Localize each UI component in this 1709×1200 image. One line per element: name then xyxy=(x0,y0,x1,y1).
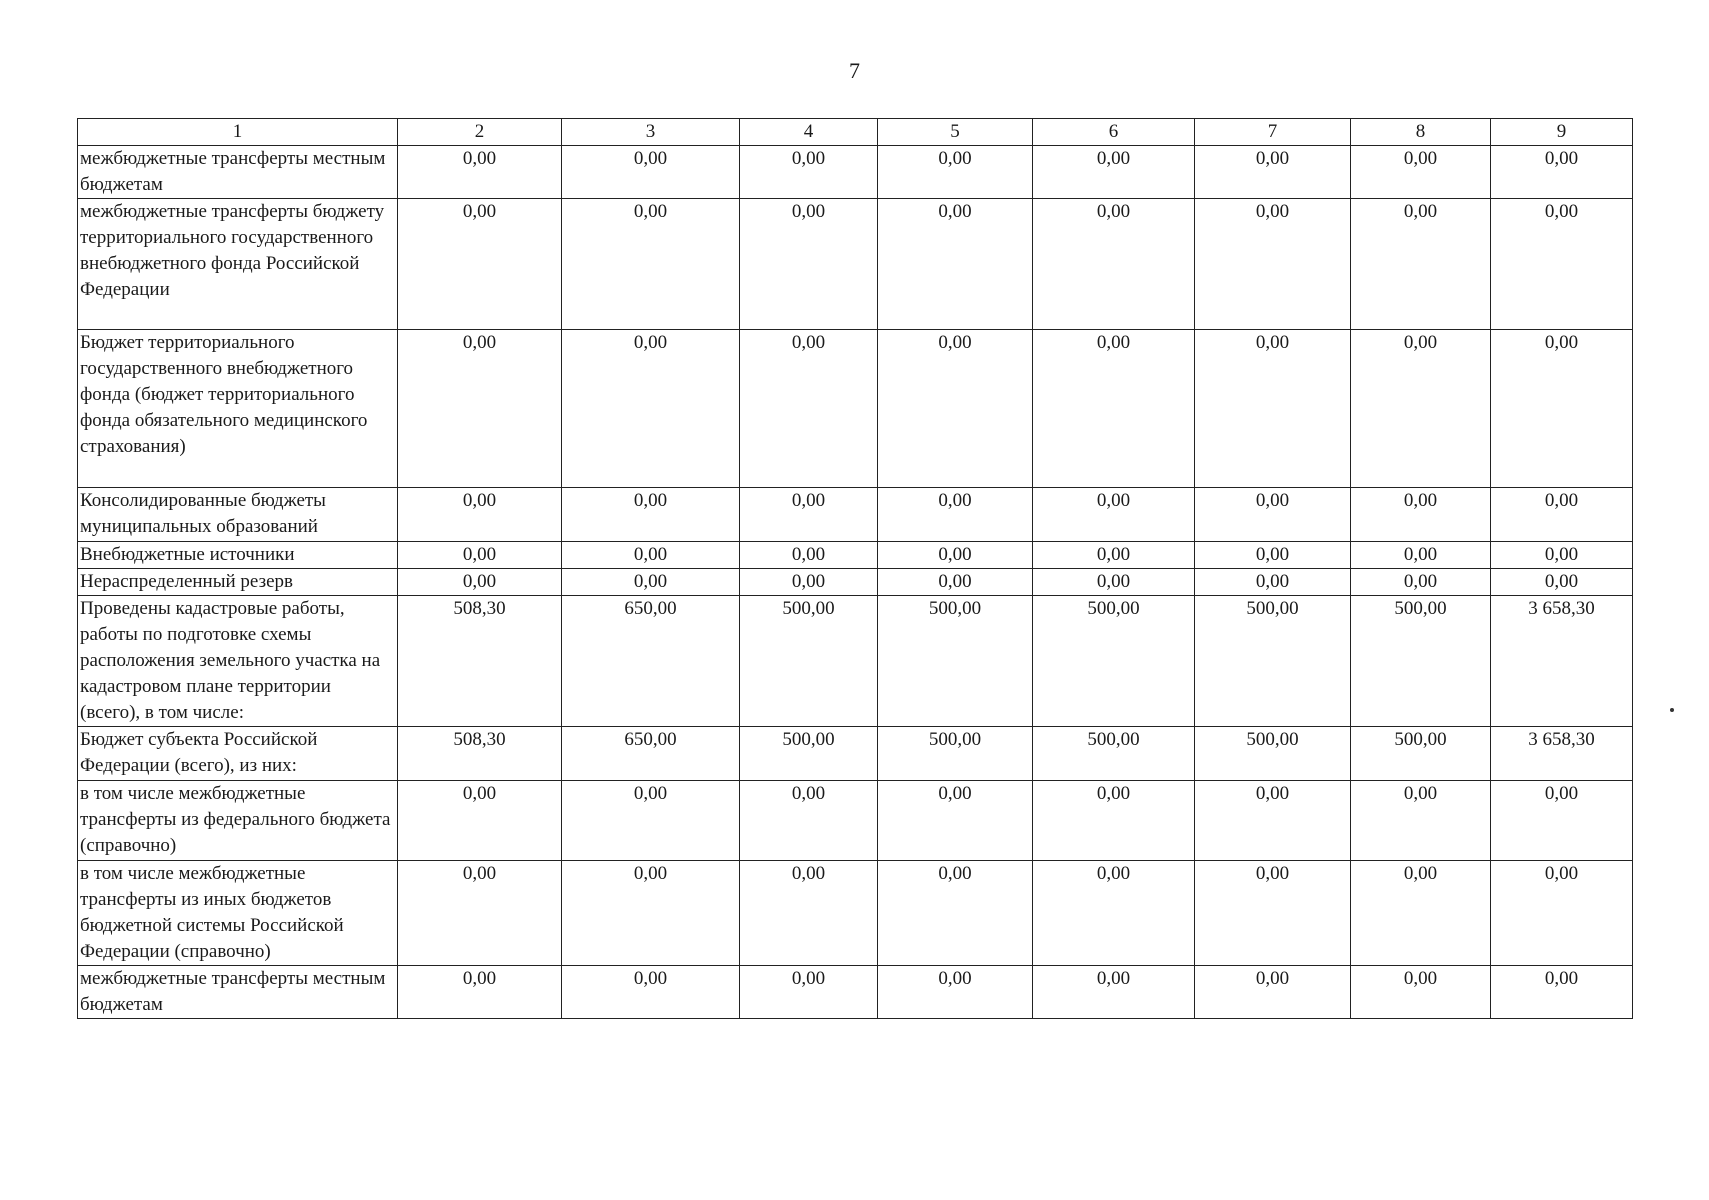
value-cell: 0,00 xyxy=(740,488,878,542)
value-cell: 0,00 xyxy=(878,542,1033,569)
value-cell: 0,00 xyxy=(1195,199,1351,330)
value-cell: 0,00 xyxy=(1491,966,1633,1019)
value-cell: 0,00 xyxy=(740,542,878,569)
row-label: межбюджетные трансферты местным бюджетам xyxy=(78,146,398,199)
value-cell: 0,00 xyxy=(562,488,740,542)
value-cell: 0,00 xyxy=(1351,861,1491,966)
value-cell: 0,00 xyxy=(1195,861,1351,966)
value-cell: 0,00 xyxy=(562,330,740,488)
value-cell: 0,00 xyxy=(740,966,878,1019)
value-cell: 0,00 xyxy=(1351,199,1491,330)
value-cell: 0,00 xyxy=(1491,542,1633,569)
value-cell: 0,00 xyxy=(740,861,878,966)
value-cell: 0,00 xyxy=(878,330,1033,488)
budget-table xyxy=(77,118,1633,1019)
value-cell: 0,00 xyxy=(1033,966,1195,1019)
value-cell: 0,00 xyxy=(562,542,740,569)
column-header: 2 xyxy=(398,119,562,146)
value-cell: 0,00 xyxy=(878,966,1033,1019)
table-row xyxy=(78,488,1633,542)
row-label: Проведены кадастровые работы, работы по подготовке схемы расположения земельного участка на кадастровом плане территории (всего), в том числе: xyxy=(78,596,398,727)
value-cell: 0,00 xyxy=(1351,781,1491,861)
value-cell: 0,00 xyxy=(1351,542,1491,569)
row-label: в том числе межбюджетные трансферты из иных бюджетов бюджетной системы Российской Федерации (справочно) xyxy=(78,861,398,966)
column-number-row xyxy=(78,119,1633,146)
value-cell: 0,00 xyxy=(398,861,562,966)
column-header: 9 xyxy=(1491,119,1633,146)
table-row xyxy=(78,330,1633,488)
value-cell: 0,00 xyxy=(1351,569,1491,596)
value-cell: 0,00 xyxy=(398,542,562,569)
value-cell: 0,00 xyxy=(398,330,562,488)
value-cell: 0,00 xyxy=(1351,966,1491,1019)
value-cell: 0,00 xyxy=(1491,199,1633,330)
value-cell: 3 658,30 xyxy=(1491,596,1633,727)
value-cell: 0,00 xyxy=(1033,330,1195,488)
value-cell: 0,00 xyxy=(398,966,562,1019)
value-cell: 500,00 xyxy=(1195,727,1351,781)
value-cell: 0,00 xyxy=(740,199,878,330)
row-label: Внебюджетные источники xyxy=(78,542,398,569)
row-label: Бюджет субъекта Российской Федерации (всего), из них: xyxy=(78,727,398,781)
column-header: 1 xyxy=(78,119,398,146)
table-row xyxy=(78,569,1633,596)
value-cell: 500,00 xyxy=(1033,596,1195,727)
value-cell: 500,00 xyxy=(740,596,878,727)
value-cell: 0,00 xyxy=(562,199,740,330)
row-label: в том числе межбюджетные трансферты из федерального бюджета (справочно) xyxy=(78,781,398,861)
value-cell: 0,00 xyxy=(740,146,878,199)
value-cell: 0,00 xyxy=(740,330,878,488)
value-cell: 0,00 xyxy=(1491,781,1633,861)
table-row xyxy=(78,542,1633,569)
value-cell: 508,30 xyxy=(398,727,562,781)
value-cell: 500,00 xyxy=(1351,596,1491,727)
value-cell: 0,00 xyxy=(1491,488,1633,542)
value-cell: 0,00 xyxy=(878,488,1033,542)
value-cell: 0,00 xyxy=(1195,569,1351,596)
table-row xyxy=(78,146,1633,199)
value-cell: 0,00 xyxy=(562,861,740,966)
column-header: 7 xyxy=(1195,119,1351,146)
column-header: 4 xyxy=(740,119,878,146)
value-cell: 0,00 xyxy=(1491,569,1633,596)
value-cell: 0,00 xyxy=(1195,146,1351,199)
value-cell: 500,00 xyxy=(1195,596,1351,727)
value-cell: 0,00 xyxy=(878,199,1033,330)
value-cell: 500,00 xyxy=(1351,727,1491,781)
value-cell: 0,00 xyxy=(1033,542,1195,569)
page-number: 7 xyxy=(849,58,860,83)
value-cell: 0,00 xyxy=(878,569,1033,596)
value-cell: 0,00 xyxy=(562,146,740,199)
value-cell: 3 658,30 xyxy=(1491,727,1633,781)
value-cell: 500,00 xyxy=(1033,727,1195,781)
table-row xyxy=(78,727,1633,781)
value-cell: 0,00 xyxy=(562,781,740,861)
value-cell: 0,00 xyxy=(1351,146,1491,199)
value-cell: 0,00 xyxy=(1195,488,1351,542)
value-cell: 0,00 xyxy=(1033,199,1195,330)
row-label: Нераспределенный резерв xyxy=(78,569,398,596)
value-cell: 0,00 xyxy=(1491,330,1633,488)
value-cell: 0,00 xyxy=(398,781,562,861)
value-cell: 0,00 xyxy=(398,146,562,199)
value-cell: 0,00 xyxy=(1491,861,1633,966)
value-cell: 0,00 xyxy=(1195,781,1351,861)
value-cell: 0,00 xyxy=(878,146,1033,199)
value-cell: 0,00 xyxy=(1195,542,1351,569)
scan-speck xyxy=(1670,708,1674,712)
value-cell: 508,30 xyxy=(398,596,562,727)
row-label: Бюджет территориального государственного внебюджетного фонда (бюджет территориального фонда обязательного медицинского страхования) xyxy=(78,330,398,488)
row-label: межбюджетные трансферты местным бюджетам xyxy=(78,966,398,1019)
value-cell: 500,00 xyxy=(878,727,1033,781)
value-cell: 0,00 xyxy=(1195,966,1351,1019)
value-cell: 0,00 xyxy=(562,569,740,596)
value-cell: 0,00 xyxy=(740,569,878,596)
table-row xyxy=(78,861,1633,966)
value-cell: 0,00 xyxy=(562,966,740,1019)
value-cell: 0,00 xyxy=(398,569,562,596)
value-cell: 650,00 xyxy=(562,727,740,781)
column-header: 6 xyxy=(1033,119,1195,146)
row-label: Консолидированные бюджеты муниципальных образований xyxy=(78,488,398,542)
value-cell: 0,00 xyxy=(1033,569,1195,596)
table-row xyxy=(78,199,1633,330)
value-cell: 0,00 xyxy=(398,199,562,330)
value-cell: 500,00 xyxy=(878,596,1033,727)
row-label: межбюджетные трансферты бюджету территориального государственного внебюджетного фонда Российской Федерации xyxy=(78,199,398,330)
table-row xyxy=(78,781,1633,861)
column-header: 8 xyxy=(1351,119,1491,146)
value-cell: 0,00 xyxy=(1351,488,1491,542)
value-cell: 650,00 xyxy=(562,596,740,727)
value-cell: 0,00 xyxy=(1351,330,1491,488)
value-cell: 0,00 xyxy=(740,781,878,861)
table-row xyxy=(78,596,1633,727)
column-header: 3 xyxy=(562,119,740,146)
value-cell: 0,00 xyxy=(1033,488,1195,542)
value-cell: 0,00 xyxy=(1491,146,1633,199)
value-cell: 0,00 xyxy=(878,861,1033,966)
value-cell: 0,00 xyxy=(1195,330,1351,488)
value-cell: 0,00 xyxy=(1033,861,1195,966)
value-cell: 0,00 xyxy=(878,781,1033,861)
value-cell: 0,00 xyxy=(1033,146,1195,199)
value-cell: 500,00 xyxy=(740,727,878,781)
column-header: 5 xyxy=(878,119,1033,146)
value-cell: 0,00 xyxy=(398,488,562,542)
table-row xyxy=(78,966,1633,1019)
value-cell: 0,00 xyxy=(1033,781,1195,861)
table-body xyxy=(78,146,1633,1019)
